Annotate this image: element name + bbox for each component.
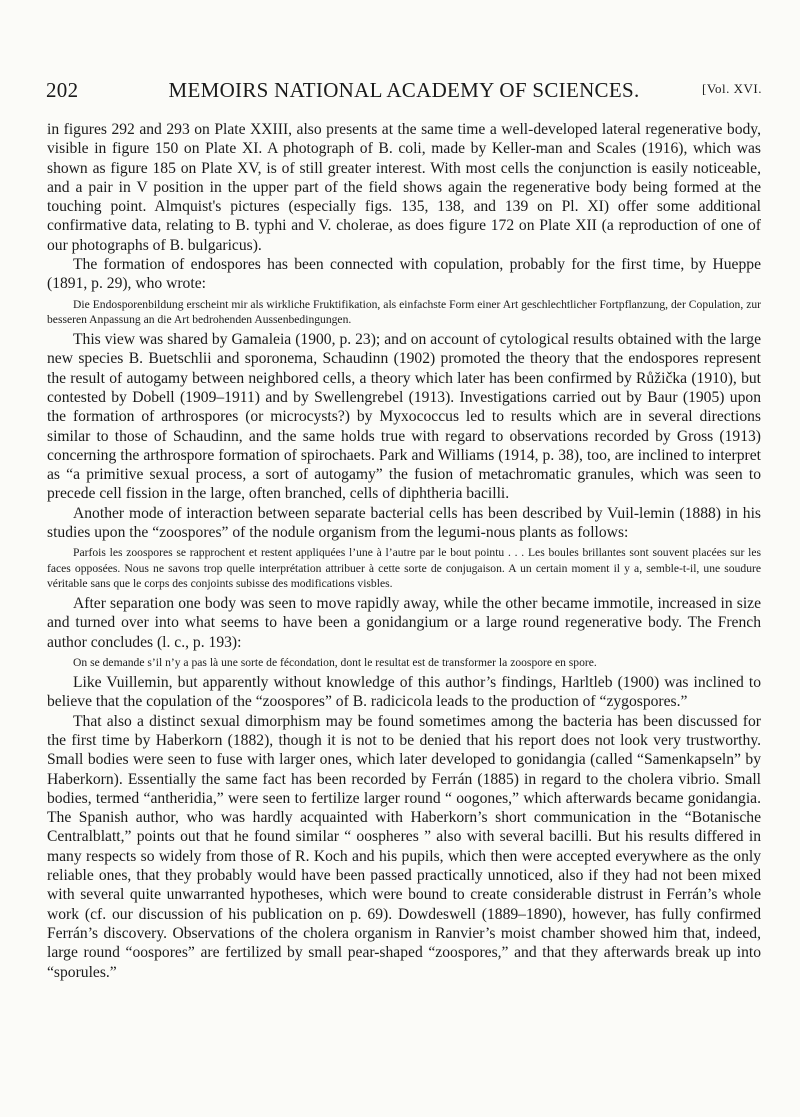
page-number: 202 <box>46 78 79 102</box>
paragraph: in figures 292 and 293 on Plate XXIII, also presents at the same time a well-developed lateral regenerative body, visible in figure 150 on Plate XI. A photograph of B. coli, made by Keller-man and Scales (1916), which was shown as figure 185 on Plate XV, is of still greater interest. With most cells the conjunction is easily noticeable, and a pair in V position in the upper part of the field shows again the regenerative body being formed at the touching point. Almquist's pictures (especially figs. 135, 138, and 139 on Pl. XI) offer some additional confirmative data, relating to B. typhi and V. cholerae, as does figure 172 on Plate XII (a reproduction of one of our photographs of B. bulgaricus). <box>47 121 761 254</box>
paragraph: This view was shared by Gamaleia (1900, p. 23); and on account of cytological results obtained with the large new species B. Buetschlii and sporonema, Schaudinn (1902) promoted the theory that the endospores represent the result of autogamy between neighbored cells, a theory which later has been confirmed by Růžička (1910), but contested by Dobell (1909–1911) and by Swellengrebel (1913). Investigations carried out by Baur (1905) upon the formation of arthrospores (or microcysts?) by Myxococcus led to results which are in several directions similar to those of Schaudinn, and the same holds true with regard to observations recorded by Gross (1913) concerning the arthrospore formation of spirochaets. Park and Williams (1914, p. 38), too, are inclined to interpret as “a primitive sexual process, a sort of autogamy” the fusion of metachromatic granules, which was seen to precede cell fission in the large, often branched, cells of diphtheria bacilli. <box>47 331 761 503</box>
block-quote: On se demande s’il n’y a pas là une sorte de fécondation, dont le resultat est de transformer la zoospore en spore. <box>73 655 597 669</box>
paragraph: That also a distinct sexual dimorphism may be found sometimes among the bacteria has been discussed for the first time by Haberkorn (1882), though it is not to be denied that his report does not look very trustworthy. Small bodies were seen to fuse with larger ones, which later developed to gonidangia (called “Samenkapseln” by Haberkorn). Essentially the same fact has been recorded by Ferrán (1885) in regard to the cholera vibrio. Small bodies, termed “antheridia,” were seen to fertilize larger round “ oogones,” which afterwards became gonidangia. The Spanish author, who was hardly acquainted with Haberkorn’s short communication in the “Botanische Centralblatt,” points out that he found similar “ oospheres ” also with several bacilli. But his results differed in many respects so widely from those of R. Koch and his pupils, which then were accepted everywhere as the only reliable ones, that they probably would have been passed practically unnoticed, also if they had not been mixed with several quite unwarranted hypotheses, which were bound to create considerable distrust in Ferrán’s whole work (cf. our discussion of his publication on p. 69). Dowdeswell (1889–1890), however, has fully confirmed Ferrán’s discovery. Observations of the cholera organism in Ranvier’s moist chamber showed him that, indeed, large round “oospores” are fertilized by small pear-shaped “zoospores,” and that they afterwards break up into “sporules.” <box>47 712 761 981</box>
volume-label: [Vol. XVI. <box>701 81 762 96</box>
block-quote: Parfois les zoospores se rapprochent et restent appliquées l’une à l’autre par le bout pointu . . . Les boules brillantes sont souvent placées sur les faces opposées. Nous ne savons trop quelle interprétation attribuer à cette sorte de conjugaison. A un certain moment il y a, semble-t-il, une soudure véritable sans que le corps des conjoints subisse des modifications visbles. <box>47 546 761 590</box>
block-quote: Die Endosporenbildung erscheint mir als wirkliche Fruktifikation, als einfachste Form einer Art geschlechtlicher Fortpflanzung, der Copulation, zur besseren Anpassung an die Art bedrohenden Aussenbedingungen. <box>47 297 761 326</box>
paragraph: Another mode of interaction between separate bacterial cells has been described by Vuil-lemin (1888) in his studies upon the “zoospores” of the nodule organism from the legumi-nous plants as follows: <box>47 504 761 542</box>
running-header <box>46 78 762 104</box>
paragraph: The formation of endospores has been connected with copulation, probably for the first time, by Hueppe (1891, p. 29), who wrote: <box>47 256 761 293</box>
paragraph: Like Vuillemin, but apparently without knowledge of this author’s findings, Harltleb (1900) was inclined to believe that the copulation of the “zoospores” of B. radicicola leads to the production of “zygospores.” <box>47 674 761 711</box>
running-title: MEMOIRS NATIONAL ACADEMY OF SCIENCES. <box>168 78 640 102</box>
paragraph: After separation one body was seen to move rapidly away, while the other became immotile, increased in size and turned over into what seems to have been a gonidangium or a large round regenerative body. The French author concludes (l. c., p. 193): <box>47 594 761 651</box>
body-text <box>47 120 761 982</box>
